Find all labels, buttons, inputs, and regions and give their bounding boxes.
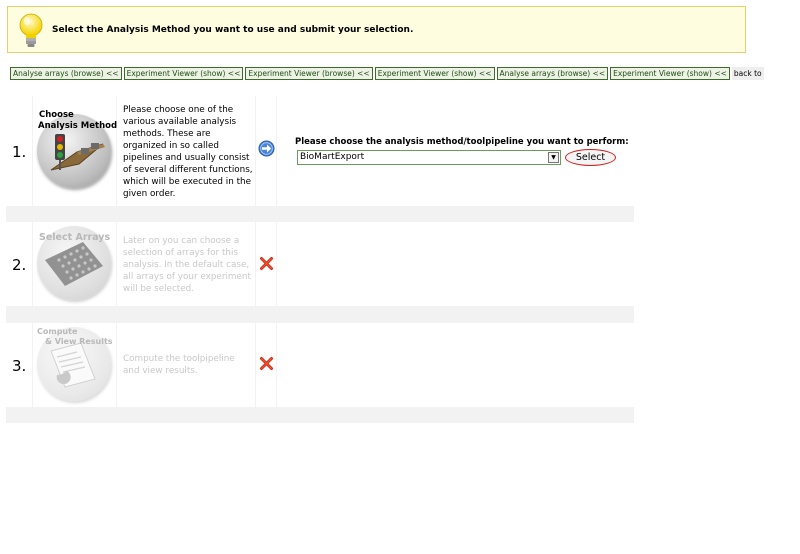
method-select-value: BioMartExport xyxy=(300,152,365,162)
step-number: 2. xyxy=(12,256,27,274)
step-status-cell xyxy=(256,323,276,407)
step-row-2 xyxy=(6,222,634,306)
step-number: 3. xyxy=(12,357,27,375)
breadcrumb-back-label: back to xyxy=(733,68,762,78)
step-image-title-line2: & View Results xyxy=(45,337,113,346)
breadcrumb-link-6[interactable]: Experiment Viewer (show) << xyxy=(610,67,730,80)
breadcrumb-link-3[interactable]: Experiment Viewer (browse) << xyxy=(245,67,372,80)
arrow-right-circle-icon xyxy=(258,140,275,157)
lightbulb-icon xyxy=(18,12,44,50)
select-button[interactable]: Select xyxy=(565,149,616,166)
step-description-cell xyxy=(117,222,255,306)
step-description-cell xyxy=(117,96,255,206)
step-image-cell xyxy=(33,96,116,206)
step-image-title-line2: Analysis Method xyxy=(38,121,118,131)
breadcrumb-link-2[interactable]: Experiment Viewer (show) << xyxy=(124,67,244,80)
step-action-cell xyxy=(277,222,634,306)
red-x-icon xyxy=(259,356,274,371)
step-status-cell xyxy=(256,222,276,306)
method-prompt: Please choose the analysis method/toolpipeline you want to perform: xyxy=(295,137,629,147)
steps-table xyxy=(6,96,634,423)
step-row-3 xyxy=(6,323,634,407)
info-message: Select the Analysis Method you want to use and submit your selection. xyxy=(52,25,414,35)
method-select[interactable] xyxy=(297,150,561,165)
info-box xyxy=(7,6,746,53)
step-image-title-line1: Select Arrays xyxy=(39,232,111,243)
step-status-cell xyxy=(256,96,276,206)
step-description-cell xyxy=(117,323,255,407)
red-x-icon xyxy=(259,256,274,271)
chevron-down-icon[interactable]: ▼ xyxy=(548,152,559,163)
step-number-cell xyxy=(6,323,32,407)
step-description: Later on you can choose a selection of arrays for this analysis. In the default case, all arrays of your experiment will be selected. xyxy=(123,236,251,294)
step-description: Please choose one of the various available analysis methods. These are organized in so called pipelines and usually consist of several different functions, which will be executed in the given order. xyxy=(123,105,253,199)
step-description: Compute the toolpipeline and view results. xyxy=(123,354,235,376)
step-row-1 xyxy=(6,96,634,206)
breadcrumb-link-4[interactable]: Experiment Viewer (show) << xyxy=(375,67,495,80)
step-number-cell xyxy=(6,96,32,206)
step-action-cell xyxy=(277,323,634,407)
breadcrumb xyxy=(10,66,764,80)
step-image-cell xyxy=(33,222,116,306)
step-image-title-line1: Choose xyxy=(39,110,74,120)
breadcrumb-link-5[interactable]: Analyse arrays (browse) << xyxy=(497,67,609,80)
step-image-cell xyxy=(33,323,116,407)
step-number-cell xyxy=(6,222,32,306)
step-image-title-line1: Compute xyxy=(37,327,78,336)
step-action-cell xyxy=(277,96,634,206)
breadcrumb-link-1[interactable]: Analyse arrays (browse) << xyxy=(10,67,122,80)
step-number: 1. xyxy=(12,143,27,161)
